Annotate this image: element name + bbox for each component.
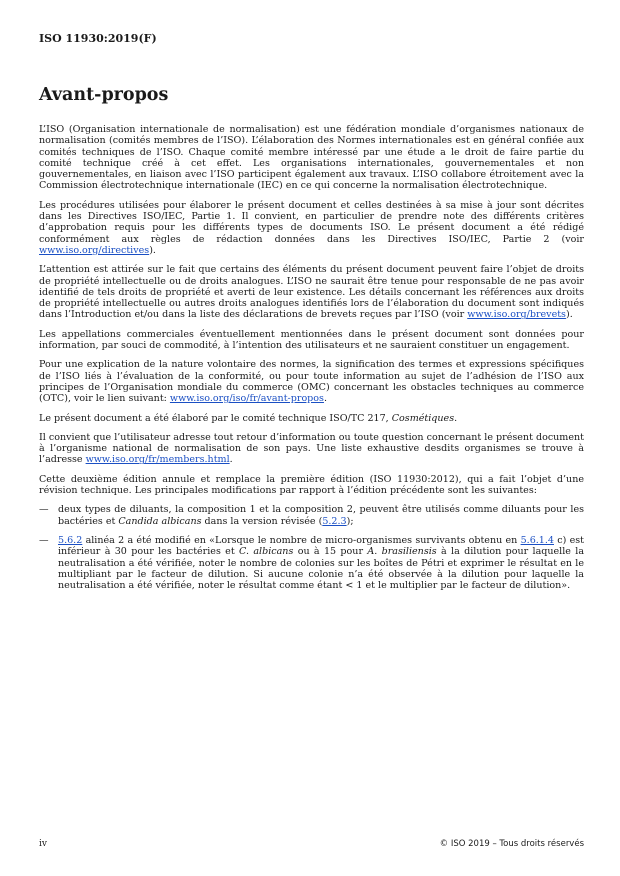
paragraph-patents: L’attention est attirée sur le fait que certains des éléments du présent document peuvent faire l’objet de droits de propriété intellectuelle ou de droits analogues. L’ISO ne saurait être tenue pour responsable de ne pas avoir identifié de tels droits de propriété et averti de leur existence. Les détails concernant les références aux droits de propriété intellectuelle ou autres droits analogues identifiés lors de l’élaboration du document sont indiqués dans l’Introduction et/ou dans la liste des déclarations de brevets reçues par l’ISO (voir www.iso.org/brevets). bbox=[39, 264, 584, 321]
clause-5-6-1-4-link[interactable]: 5.6.1.4 bbox=[520, 534, 554, 546]
paragraph-trade-names: Les appellations commerciales éventuellement mentionnées dans le présent document sont données pour information, par souci de commodité, à l’intention des utilisateurs et ne sauraient constituer un engagement. bbox=[39, 328, 584, 352]
document-id-header: ISO 11930:2019(F) bbox=[39, 32, 157, 45]
foreword-link[interactable]: www.iso.org/iso/fr/avant-propos bbox=[169, 393, 324, 405]
copyright-notice: © ISO 2019 – Tous droits réservés bbox=[439, 839, 584, 849]
paragraph-committee: Le présent document a été élaboré par le comité technique ISO/TC 217, Cosmétiques. bbox=[39, 412, 458, 424]
members-link[interactable]: www.iso.org/fr/members.html bbox=[85, 454, 230, 466]
clause-5-6-2-link[interactable]: 5.6.2 bbox=[58, 534, 83, 546]
page-title: Avant-propos bbox=[39, 85, 169, 105]
paragraph-edition: Cette deuxième édition annule et remplace la première édition (ISO 11930:2012), qui a fait l’objet d’une révision technique. Les principales modifications par rapport à l’édition précédente sont les suivantes: bbox=[39, 473, 584, 497]
list-item: — 5.6.2 alinéa 2 a été modifié en «Lorsque le nombre de micro-organismes survivants obtenu en 5.6.1.4 c) est inférieur à 30 pour les bactéries et C. albicans ou à 15 pour A. brasiliensis à la dilution pour laquelle la neutralisation a été vérifiée, noter le nombre de colonies sur les boîtes de Pétri et exprimer le résultat en le multipliant par le facteur de dilution. Si aucune colonie n’a été observée à la dilution pour laquelle la neutralisation a été vérifiée, noter le résultat comme étant < 1 et le multiplier par le facteur de dilution». bbox=[39, 534, 585, 592]
document-body bbox=[39, 124, 584, 599]
directives-link[interactable]: www.iso.org/directives bbox=[39, 244, 150, 256]
dash-marker: — bbox=[39, 534, 49, 546]
list-item: — deux types de diluants, la composition 1 et la composition 2, peuvent être utilisés comme diluants pour les bactéries et Candida albicans dans la version révisée (5.2.3); bbox=[39, 504, 584, 527]
paragraph-voluntary-nature: Pour une explication de la nature volontaire des normes, la signification des termes et expressions spécifiques de l’ISO liés à l’évaluation de la conformité, ou pour toute information au sujet de l’adhésion de l’ISO aux principes de l’Organisation mondiale du commerce (OMC) concernant les obstacles techniques au commerce (OTC), voir le lien suivant: www.iso.org/iso/fr/avant-propos. bbox=[39, 359, 584, 405]
dash-marker: — bbox=[39, 504, 49, 516]
patents-link[interactable]: www.iso.org/brevets bbox=[467, 309, 566, 321]
paragraph-iso-intro: L’ISO (Organisation internationale de normalisation) est une fédération mondiale d’organismes nationaux de normalisation (comités membres de l’ISO). L’élaboration des Normes internationales est en général confiée aux comités techniques de l’ISO. Chaque comité membre intéressé par une étude a le droit de faire partie du comité technique créé à cet effet. Les organisations internationales, gouvernementales et non gouvernementales, en liaison avec l’ISO participent également aux travaux. L’ISO collabore étroitement avec la Commission électrotechnique internationale (IEC) en ce qui concerne la normalisation électrotechnique. bbox=[39, 124, 584, 192]
clause-5-2-3-link[interactable]: 5.2.3 bbox=[322, 515, 347, 527]
paragraph-procedures: Les procédures utilisées pour élaborer le présent document et celles destinées à sa mise à jour sont décrites dans les Directives ISO/IEC, Partie 1. Il convient, en particulier de prendre note des différents critères d’approbation requis pour les différents types de documents ISO. Le présent document a été rédigé conformément aux règles de rédaction données dans les Directives ISO/IEC, Partie 2 (voir www.iso.org/directives). bbox=[39, 199, 584, 256]
paragraph-feedback: Il convient que l’utilisateur adresse tout retour d’information ou toute question concernant le présent document à l’organisme national de normalisation de son pays. Une liste exhaustive desdits organismes se trouve à l’adresse www.iso.org/fr/members.html. bbox=[39, 431, 584, 466]
page-number: iv bbox=[39, 839, 47, 849]
